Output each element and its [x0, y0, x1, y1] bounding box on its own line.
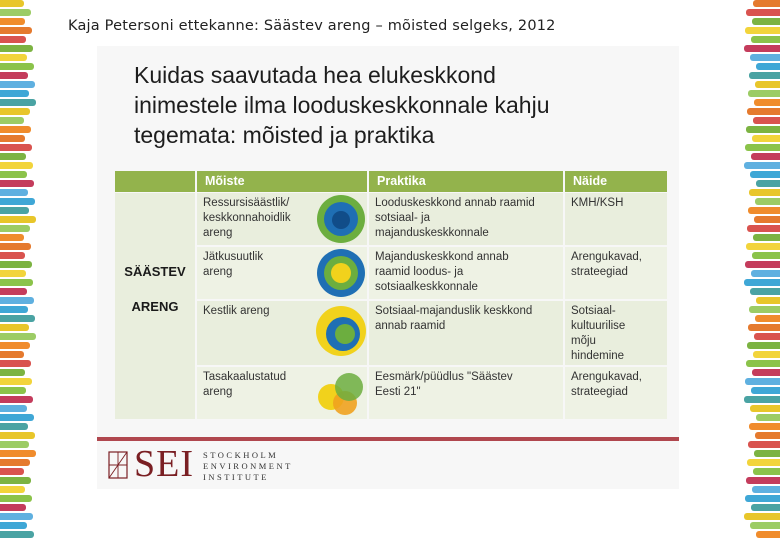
- cell-line: annab raamid: [375, 320, 446, 332]
- row3-diagram-cell: [315, 301, 367, 365]
- decorative-stripe: [0, 126, 31, 133]
- page-header: Kaja Petersoni ettekanne: Säästev areng – mõisted selgeks, 2012: [68, 18, 556, 34]
- concept-table: [115, 171, 667, 419]
- decorative-stripe: [0, 306, 28, 313]
- decorative-stripe: [0, 333, 36, 340]
- decorative-stripe: [755, 198, 780, 205]
- cell-line: kultuurilise: [571, 320, 626, 332]
- decorative-stripe: [745, 378, 780, 385]
- decorative-stripe: [0, 162, 33, 169]
- decorative-stripe: [0, 378, 32, 385]
- decorative-stripe: [0, 153, 26, 160]
- column-header-praktika: Praktika: [369, 171, 563, 192]
- decorative-stripe: [0, 486, 25, 493]
- decorative-stripe: [0, 279, 33, 286]
- decorative-stripe: [751, 270, 780, 277]
- decorative-stripe: [747, 342, 780, 349]
- decorative-stripe: [755, 432, 780, 439]
- decorative-stripe: [750, 288, 780, 295]
- decorative-stripe: [749, 306, 780, 313]
- decorative-stripe: [745, 495, 780, 502]
- decorative-stripe: [0, 504, 26, 511]
- cell-line: Eesti 21": [375, 386, 421, 398]
- sei-logo-mark-icon: [108, 448, 130, 482]
- decorative-stripe: [746, 243, 780, 250]
- decorative-stripe: [0, 423, 28, 430]
- decorative-stripe: [0, 0, 24, 7]
- decorative-stripe: [0, 198, 35, 205]
- decorative-stripe: [0, 180, 34, 187]
- decorative-stripe: [0, 459, 30, 466]
- decorative-stripe: [0, 99, 36, 106]
- slide-title: [134, 60, 674, 150]
- cell-line: Sotsiaal-: [571, 305, 616, 317]
- cell-line: Looduskeskkond annab raamid: [375, 197, 535, 209]
- decorative-stripe: [749, 423, 780, 430]
- decorative-stripe: [754, 216, 780, 223]
- decorative-stripe: [0, 468, 24, 475]
- column-header-moiste: Mõiste: [197, 171, 367, 192]
- decorative-stripe: [0, 351, 24, 358]
- decorative-stripe: [747, 225, 780, 232]
- cell-line: strateegiad: [571, 386, 628, 398]
- slide-image: [97, 46, 679, 489]
- decorative-stripe: [751, 504, 780, 511]
- row4-diagram-cell: [315, 367, 367, 419]
- decorative-stripe: [0, 108, 30, 115]
- decorative-stripe: [745, 144, 780, 151]
- cell-line: Tasakaalustatud: [203, 371, 287, 383]
- overlapping-circles-diagram-4: [315, 367, 367, 419]
- decorative-stripe: [0, 252, 25, 259]
- decorative-stripe: [0, 243, 31, 250]
- cell-line: Ressursisäästlik/: [203, 197, 290, 209]
- decorative-stripe: [753, 117, 780, 124]
- cell-line: KMH/KSH: [571, 197, 624, 209]
- decorative-stripe: [750, 171, 780, 178]
- cell-line: Kestlik areng: [203, 305, 270, 317]
- row2-naide: [565, 247, 667, 299]
- sei-sub-line: STOCKHOLM: [203, 450, 279, 460]
- decorative-stripe: [754, 99, 780, 106]
- column-header-naide: Näide: [565, 171, 667, 192]
- cell-line: keskkonnahoidlik: [203, 212, 291, 224]
- decorative-stripe: [747, 459, 780, 466]
- decorative-stripe: [0, 495, 32, 502]
- decorative-stripe: [748, 207, 780, 214]
- decorative-stripe: [751, 153, 780, 160]
- decorative-stripe: [0, 288, 27, 295]
- side-label-saastev: SÄÄSTEV: [124, 264, 186, 279]
- decorative-stripe: [0, 117, 24, 124]
- footer-rule: [97, 437, 679, 441]
- cell-line: strateegiad: [571, 266, 628, 278]
- row4-praktika: [369, 367, 563, 419]
- row4-naide: [565, 367, 667, 419]
- decorative-stripe: [0, 342, 30, 349]
- decorative-stripe: [748, 441, 780, 448]
- decorative-stripe: [0, 432, 35, 439]
- decorative-stripe: [0, 360, 31, 367]
- cell-line: areng: [203, 266, 233, 278]
- decorative-stripe: [0, 81, 35, 88]
- title-line: Kuidas saavutada hea elukeskkond: [134, 62, 496, 88]
- right-stripe-border: [744, 0, 780, 540]
- decorative-stripe: [750, 54, 780, 61]
- cell-line: areng: [203, 386, 233, 398]
- decorative-stripe: [0, 297, 34, 304]
- row4-moiste: [197, 367, 315, 419]
- decorative-stripe: [0, 234, 24, 241]
- decorative-stripe: [752, 486, 780, 493]
- decorative-stripe: [756, 414, 780, 421]
- decorative-stripe: [752, 18, 780, 25]
- decorative-stripe: [752, 252, 780, 259]
- cell-line: Jätkusuutlik: [203, 251, 264, 263]
- decorative-stripe: [0, 324, 29, 331]
- decorative-stripe: [0, 396, 33, 403]
- decorative-stripe: [0, 207, 29, 214]
- decorative-stripe: [0, 405, 27, 412]
- decorative-stripe: [0, 171, 27, 178]
- title-line: inimestele ilma looduskeskkonnale kahju: [134, 92, 550, 118]
- decorative-stripe: [749, 189, 780, 196]
- decorative-stripe: [744, 513, 780, 520]
- decorative-stripe: [0, 54, 27, 61]
- cell-line: hindemine: [571, 350, 625, 362]
- decorative-stripe: [744, 162, 780, 169]
- header-corner: [115, 171, 195, 192]
- decorative-stripe: [0, 387, 26, 394]
- decorative-stripe: [0, 90, 29, 97]
- nested-circles-diagram-2: [315, 247, 367, 299]
- cell-line: mõju: [571, 335, 596, 347]
- decorative-stripe: [756, 297, 780, 304]
- decorative-stripe: [0, 18, 25, 25]
- decorative-stripe: [748, 90, 780, 97]
- decorative-stripe: [756, 63, 780, 70]
- decorative-stripe: [0, 144, 32, 151]
- sei-sub-line: INSTITUTE: [203, 472, 269, 482]
- decorative-stripe: [0, 261, 32, 268]
- decorative-stripe: [752, 135, 780, 142]
- decorative-stripe: [0, 450, 36, 457]
- decorative-stripe: [0, 270, 26, 277]
- decorative-stripe: [746, 9, 780, 16]
- decorative-stripe: [0, 135, 25, 142]
- nested-circles-diagram-3: [315, 301, 367, 365]
- decorative-stripe: [749, 72, 780, 79]
- nested-circles-diagram-1: [315, 193, 367, 245]
- left-stripe-border: [0, 0, 36, 540]
- decorative-stripe: [753, 0, 780, 7]
- decorative-stripe: [744, 45, 780, 52]
- sei-logo-text: SEI: [134, 443, 194, 485]
- decorative-stripe: [747, 108, 780, 115]
- cell-line: sotsiaal- ja: [375, 212, 430, 224]
- sei-sub-line: ENVIRONMENT: [203, 461, 293, 471]
- cell-line: Eesmärk/püüdlus "Säästev: [375, 371, 513, 383]
- decorative-stripe: [750, 522, 780, 529]
- cell-line: raamid loodus- ja: [375, 266, 464, 278]
- decorative-stripe: [0, 531, 34, 538]
- decorative-stripe: [0, 9, 31, 16]
- decorative-stripe: [0, 72, 28, 79]
- row2-praktika: [369, 247, 563, 299]
- decorative-stripe: [0, 63, 34, 70]
- cell-line: Majanduskeskkond annab: [375, 251, 509, 263]
- decorative-stripe: [756, 180, 780, 187]
- decorative-stripe: [0, 189, 28, 196]
- decorative-stripe: [755, 315, 780, 322]
- sei-logo-subtitle: [203, 450, 293, 483]
- decorative-stripe: [754, 333, 780, 340]
- decorative-stripe: [751, 387, 780, 394]
- decorative-stripe: [744, 396, 780, 403]
- decorative-stripe: [746, 360, 780, 367]
- decorative-stripe: [0, 513, 33, 520]
- cell-line: Arengukavad,: [571, 251, 642, 263]
- row2-moiste: [197, 247, 315, 299]
- cell-line: Arengukavad,: [571, 371, 642, 383]
- decorative-stripe: [745, 261, 780, 268]
- decorative-stripe: [753, 468, 780, 475]
- decorative-stripe: [756, 531, 780, 538]
- side-label-column: [115, 193, 195, 419]
- decorative-stripe: [753, 351, 780, 358]
- decorative-stripe: [744, 279, 780, 286]
- decorative-stripe: [0, 36, 26, 43]
- decorative-stripe: [754, 450, 780, 457]
- row1-praktika: [369, 193, 563, 245]
- decorative-stripe: [748, 324, 780, 331]
- cell-line: majanduskeskkonnale: [375, 227, 489, 239]
- decorative-stripe: [0, 216, 36, 223]
- title-line: tegemata: mõisted ja praktika: [134, 122, 435, 148]
- decorative-stripe: [0, 45, 33, 52]
- cell-line: areng: [203, 227, 233, 239]
- decorative-stripe: [755, 81, 780, 88]
- decorative-stripe: [0, 27, 32, 34]
- decorative-stripe: [0, 369, 25, 376]
- cell-line: Sotsiaal-majanduslik keskkond: [375, 305, 533, 317]
- row3-naide: [565, 301, 667, 365]
- decorative-stripe: [750, 405, 780, 412]
- side-label-areng: ARENG: [131, 299, 179, 314]
- decorative-stripe: [0, 477, 31, 484]
- row1-diagram-cell: [315, 193, 367, 245]
- row2-diagram-cell: [315, 247, 367, 299]
- decorative-stripe: [753, 234, 780, 241]
- decorative-stripe: [0, 414, 34, 421]
- decorative-stripe: [0, 522, 27, 529]
- decorative-stripe: [0, 315, 35, 322]
- decorative-stripe: [746, 477, 780, 484]
- row3-praktika: [369, 301, 563, 365]
- decorative-stripe: [746, 126, 780, 133]
- cell-line: sotsiaalkeskkonnale: [375, 281, 478, 293]
- decorative-stripe: [745, 27, 780, 34]
- decorative-stripe: [0, 225, 30, 232]
- decorative-stripe: [752, 369, 780, 376]
- row3-moiste: [197, 301, 315, 365]
- row1-naide: [565, 193, 667, 245]
- decorative-stripe: [0, 441, 29, 448]
- decorative-stripe: [751, 36, 780, 43]
- row1-moiste: [197, 193, 315, 245]
